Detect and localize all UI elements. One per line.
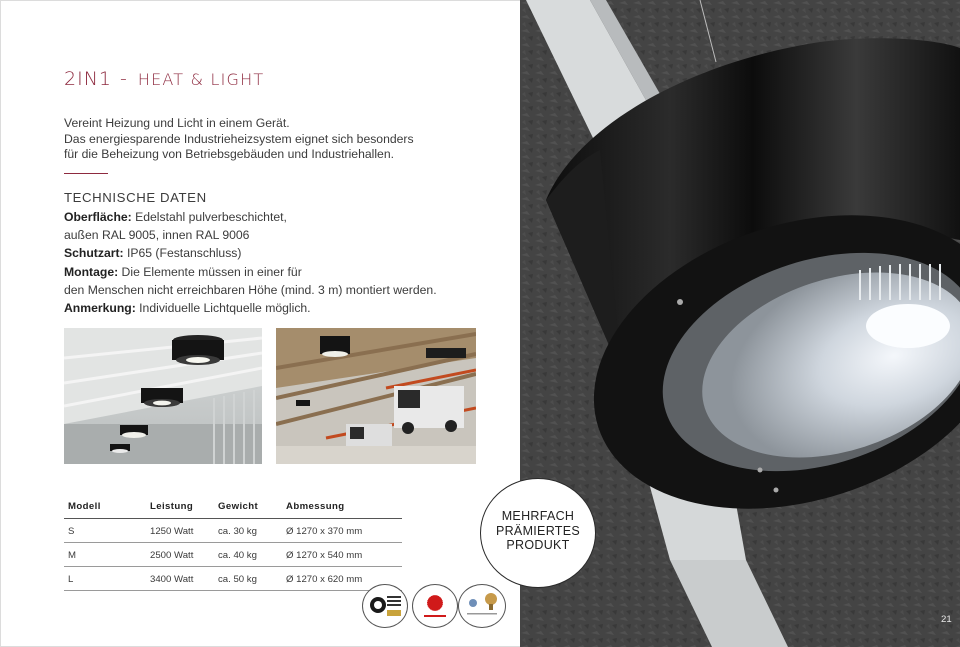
red-dot-icon bbox=[412, 584, 458, 628]
table-header-row bbox=[64, 497, 402, 519]
table-row bbox=[64, 519, 402, 543]
mounting-spec-cont: den Menschen nicht erreichbaren Höhe (mind. 3 m) montiert werden. bbox=[64, 282, 437, 297]
vehicle-shelf-photo bbox=[276, 328, 476, 464]
surface-spec-cont: außen RAL 9005, innen RAL 9006 bbox=[64, 228, 250, 243]
table-row bbox=[64, 567, 402, 591]
title-main: 2IN1 bbox=[64, 68, 112, 90]
surface-value: Edelstahl pulverbeschichtet, bbox=[131, 210, 287, 224]
table-cell: 2500 Watt bbox=[146, 543, 214, 567]
column-header: Gewicht bbox=[214, 497, 282, 519]
badge-text bbox=[481, 509, 595, 553]
badge-line: PRODUKT bbox=[506, 538, 570, 552]
badge-line: PRÄMIERTES bbox=[495, 523, 581, 538]
badge-line: MEHRFACH bbox=[501, 509, 575, 523]
protection-value: IP65 (Festanschluss) bbox=[123, 246, 242, 261]
german-design-award-icon bbox=[362, 584, 408, 628]
tech-heading: TECHNISCHE DATEN bbox=[64, 190, 207, 205]
mounting-spec bbox=[64, 263, 437, 281]
table-cell: ca. 50 kg bbox=[214, 567, 282, 591]
mounting-value: Die Elemente müssen in einer für bbox=[118, 264, 302, 279]
intro-line: Vereint Heizung und Licht in einem Gerät. bbox=[64, 116, 290, 130]
table-cell: 3400 Watt bbox=[146, 567, 214, 591]
title-separator: - bbox=[120, 68, 128, 90]
surface-label: Oberfläche: bbox=[64, 210, 132, 224]
surface-spec bbox=[64, 208, 437, 226]
note-spec bbox=[64, 299, 437, 317]
protection-spec bbox=[64, 244, 437, 262]
intro-line: für die Beheizung von Betriebsgebäuden und Industriehallen. bbox=[64, 147, 394, 161]
table-cell: ca. 30 kg bbox=[214, 519, 282, 543]
accent-divider bbox=[64, 173, 108, 174]
award-badge bbox=[480, 478, 596, 588]
intro-line: Das energiesparende Industrieheizsystem eignet sich besonders bbox=[64, 131, 414, 146]
page-title bbox=[64, 68, 264, 90]
table-row bbox=[64, 543, 402, 567]
intro-text bbox=[64, 116, 414, 163]
column-header: Modell bbox=[64, 497, 146, 519]
table-cell: Ø 1270 x 540 mm bbox=[282, 543, 402, 567]
table-cell: S bbox=[64, 519, 146, 543]
specs-table bbox=[64, 497, 402, 591]
award-logos bbox=[362, 584, 512, 628]
hall-lamps-photo bbox=[64, 328, 262, 464]
protection-label: Schutzart: bbox=[64, 246, 124, 261]
tech-specs bbox=[64, 208, 437, 317]
table-cell: Ø 1270 x 620 mm bbox=[282, 567, 402, 591]
page-number: 21 bbox=[941, 614, 952, 625]
title-sub: HEAT & LIGHT bbox=[137, 70, 265, 89]
lightbulb-award-icon bbox=[458, 584, 506, 628]
table-cell: 1250 Watt bbox=[146, 519, 214, 543]
column-header: Leistung bbox=[146, 497, 214, 519]
mounting-label: Montage: bbox=[64, 264, 119, 279]
table-cell: L bbox=[64, 567, 146, 591]
table-cell: M bbox=[64, 543, 146, 567]
table-cell: ca. 40 kg bbox=[214, 543, 282, 567]
table-cell: Ø 1270 x 370 mm bbox=[282, 519, 402, 543]
note-label: Anmerkung: bbox=[64, 301, 136, 316]
note-value: Individuelle Lichtquelle möglich. bbox=[135, 301, 311, 316]
column-header: Abmessung bbox=[282, 497, 402, 519]
